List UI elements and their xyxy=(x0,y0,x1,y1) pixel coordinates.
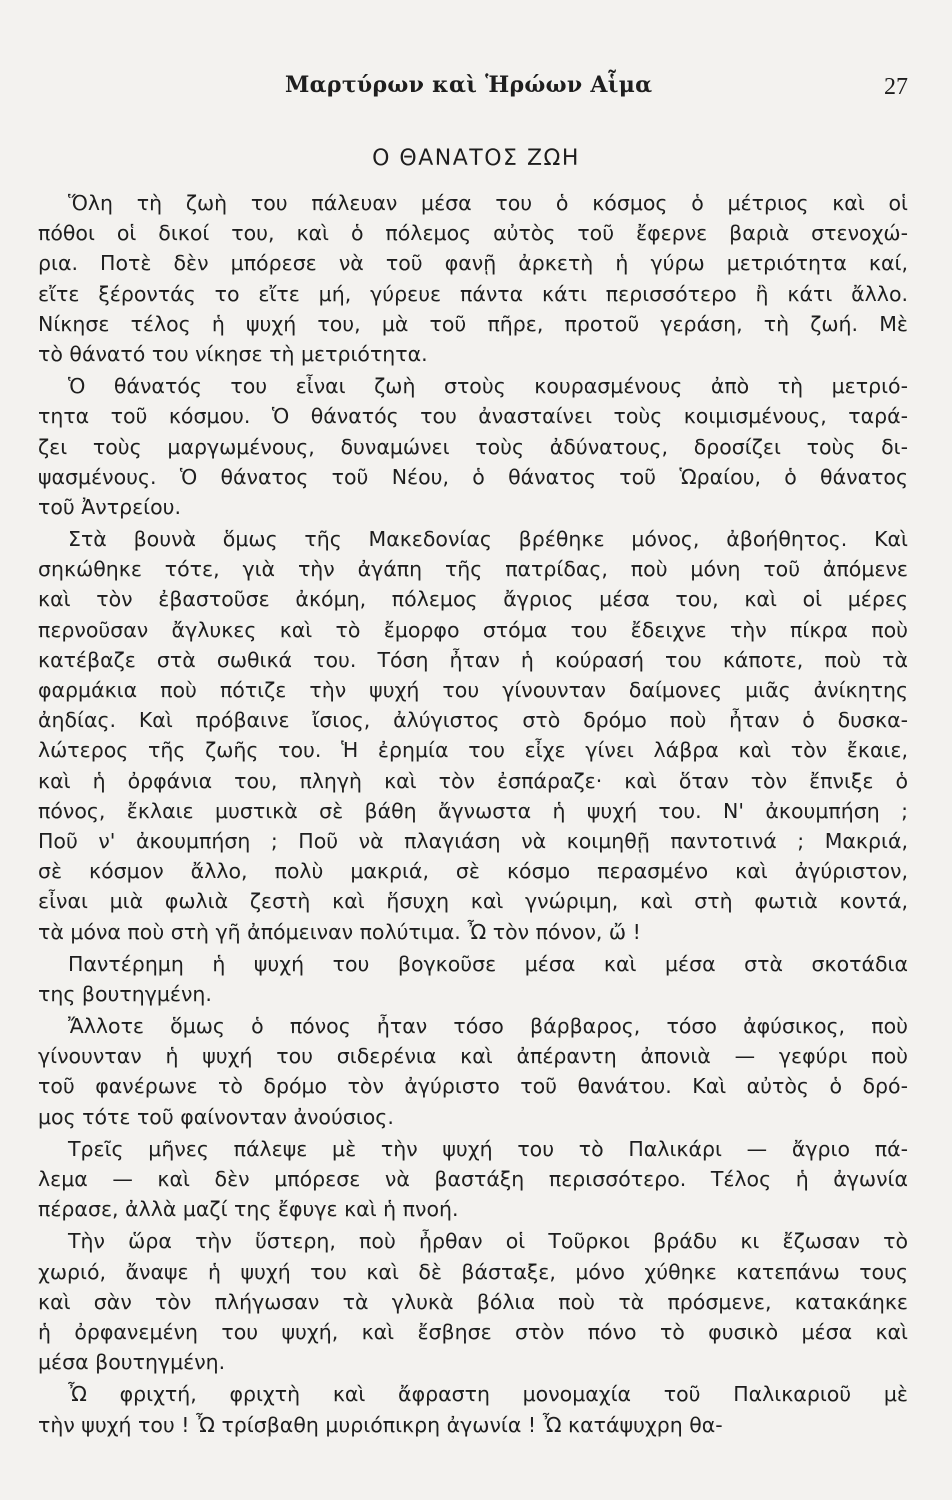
paragraph xyxy=(38,1134,908,1225)
chapter-title: Ο ΘΑΝΑΤΟΣ ΖΩΗ xyxy=(372,146,580,171)
text-line: τὴν ψυχή του ! Ὦ τρίσβαθη μυριόπικρη ἀγωνία ! Ὦ κατάψυχρη θα- xyxy=(38,1412,723,1437)
text-line: σηκώθηκε τότε, γιὰ τὴν ἀγάπη τῆς πατρίδας, ποὺ μόνη τοῦ ἀπόμενε xyxy=(38,557,908,582)
text-line: καὶ σὰν τὸν πλήγωσαν τὰ γλυκὰ βόλια ποὺ τὰ πρόσμενε, κατακάηκε xyxy=(38,1289,908,1314)
text-line: της βουτηγμένη. xyxy=(38,981,212,1006)
text-line: Ὅλη τὴ ζωὴ του πάλευαν μέσα του ὁ κόσμος ὁ μέτριος καὶ οἱ xyxy=(68,191,908,215)
text-line: πέρασε, ἀλλὰ μαζί της ἔφυγε καὶ ἡ πνοή. xyxy=(38,1197,459,1222)
text-line: τοῦ φανέρωνε τὸ δρόμο τὸν ἀγύριστο τοῦ θανάτου. Καὶ αὐτὸς ὁ δρό- xyxy=(38,1074,908,1099)
text-line: τοῦ Ἀντρείου. xyxy=(38,494,182,519)
text-line: Τρεῖς μῆνες πάλεψε μὲ τὴν ψυχή του τὸ Παλικάρι — ἄγριο πά- xyxy=(68,1136,908,1161)
text-line: εἶναι μιὰ φωλιὰ ζεστὴ καὶ ἥσυχη καὶ γνώριμη, καὶ στὴ φωτιὰ κοντά, xyxy=(38,889,908,914)
text-line: Νίκησε τέλος ἡ ψυχή του, μὰ τοῦ πῆρε, προτοῦ γεράση, τὴ ζωή. Μὲ xyxy=(38,311,908,336)
text-line: τὸ θάνατό του νίκησε τὴ μετριότητα. xyxy=(38,341,428,366)
text-line: λώτερος τῆς ζωῆς του. Ἡ ἐρημία του εἶχε γίνει λάβρα καὶ τὸν ἔκαιε, xyxy=(38,738,908,763)
text-line: κατέβαζε στὰ σωθικά του. Τόση ἦταν ἡ κούρασή του κάποτε, ποὺ τὰ xyxy=(38,647,908,672)
text-line: χωριό, ἄναψε ἡ ψυχή του καὶ δὲ βάσταξε, μόνο χύθηκε κατεπάνω τους xyxy=(38,1259,908,1284)
text-line: ἀηδίας. Καὶ πρόβαινε ἴσιος, ἀλύγιστος στὸ δρόμο ποὺ ἦταν ὁ δυσκα- xyxy=(38,708,908,733)
text-line: τητα τοῦ κόσμου. Ὁ θάνατός του ἀνασταίνει τοὺς κοιμισμένους, ταρά- xyxy=(38,404,908,429)
running-title: Μαρτύρων καὶ Ἡρώων Αἷμα xyxy=(285,72,653,98)
page-number: 27 xyxy=(884,74,908,100)
text-line: περνοῦσαν ἄγλυκες καὶ τὸ ἔμορφο στόμα του ἔδειχνε τὴν πίκρα ποὺ xyxy=(38,617,908,642)
text-line: ἡ ὀρφανεμένη του ψυχή, καὶ ἔσβησε στὸν πόνο τὸ φυσικὸ μέσα καὶ xyxy=(38,1319,908,1344)
text-line: πόνος, ἔκλαιε μυστικὰ σὲ βάθη ἄγνωστα ἡ ψυχή του. Ν' ἀκουμπήση ; xyxy=(38,798,908,823)
paragraph xyxy=(38,188,908,369)
text-line: Ἄλλοτε ὅμως ὁ πόνος ἦταν τόσο βάρβαρος, τόσο ἀφύσικος, ποὺ xyxy=(68,1014,908,1039)
body-text xyxy=(38,188,908,1442)
text-line: ρια. Ποτὲ δὲν μπόρεσε νὰ τοῦ φανῇ ἀρκετὴ ἡ γύρω μετριότητα καί, xyxy=(38,251,908,276)
text-line: καὶ τὸν ἐβαστοῦσε ἀκόμη, πόλεμος ἄγριος μέσα του, καὶ οἱ μέρες xyxy=(38,587,908,612)
text-line: Ποῦ ν' ἀκουμπήση ; Ποῦ νὰ πλαγιάση νὰ κοιμηθῇ παντοτινά ; Μακριά, xyxy=(38,828,908,853)
text-line: Στὰ βουνὰ ὅμως τῆς Μακεδονίας βρέθηκε μόνος, ἀβοήθητος. Καὶ xyxy=(68,527,908,552)
paragraph xyxy=(38,371,908,522)
text-line: πόθοι οἱ δικοί του, καὶ ὁ πόλεμος αὐτὸς τοῦ ἔφερνε βαριὰ στενοχώ- xyxy=(38,221,908,246)
text-line: ζει τοὺς μαργωμένους, δυναμώνει τοὺς ἀδύνατους, δροσίζει τοὺς δι- xyxy=(38,434,908,459)
text-line: Ὁ θάνατός του εἶναι ζωὴ στοὺς κουρασμένους ἀπὸ τὴ μετριό- xyxy=(68,374,908,399)
text-line: σὲ κόσμον ἄλλο, πολὺ μακριά, σὲ κόσμο περασμένο καὶ ἀγύριστον, xyxy=(38,859,908,884)
text-line: γίνουνταν ἡ ψυχή του σιδερένια καὶ ἀπέραντη ἀπονιὰ — γεφύρι ποὺ xyxy=(38,1044,908,1069)
paragraph xyxy=(38,1379,908,1439)
paragraph xyxy=(38,524,908,947)
paragraph xyxy=(38,949,908,1009)
text-line: λεμα — καὶ δὲν μπόρεσε νὰ βαστάξη περισσότερο. Τέλος ἡ ἀγωνία xyxy=(38,1167,908,1191)
paragraph xyxy=(38,1226,908,1377)
text-line: μέσα βουτηγμένη. xyxy=(38,1350,226,1375)
text-line: τὰ μόνα ποὺ στὴ γῆ ἀπόμειναν πολύτιμα. Ὦ τὸν πόνον, ὤ ! xyxy=(38,919,641,944)
text-line: καὶ ἡ ὀρφάνια του, πληγὴ καὶ τὸν ἐσπάραζε· καὶ ὅταν τὸν ἔπνιξε ὁ xyxy=(38,768,908,793)
text-line: Τὴν ὥρα τὴν ὕστερη, ποὺ ἦρθαν οἱ Τοῦρκοι βράδυ κι ἔζωσαν τὸ xyxy=(68,1229,908,1254)
text-line: εἴτε ξέροντάς το εἴτε μή, γύρευε πάντα κάτι περισσότερο ἢ κάτι ἄλλο. xyxy=(38,281,908,306)
paragraph xyxy=(38,1011,908,1132)
text-line: Ὦ φριχτή, φριχτὴ καὶ ἄφραστη μονομαχία τοῦ Παλικαριοῦ μὲ xyxy=(68,1382,908,1407)
text-line: φαρμάκια ποὺ πότιζε τὴν ψυχή του γίνουνταν δαίμονες μιᾶς ἀνίκητης xyxy=(38,678,908,702)
text-line: μος τότε τοῦ φαίνονταν ἀνούσιος. xyxy=(38,1104,394,1129)
text-line: ψασμένους. Ὁ θάνατος τοῦ Νέου, ὁ θάνατος τοῦ Ὡραίου, ὁ θάνατος xyxy=(38,464,908,489)
running-head xyxy=(0,72,952,106)
text-line: Παντέρημη ἡ ψυχή του βογκοῦσε μέσα καὶ μέσα στὰ σκοτάδια xyxy=(68,951,908,976)
